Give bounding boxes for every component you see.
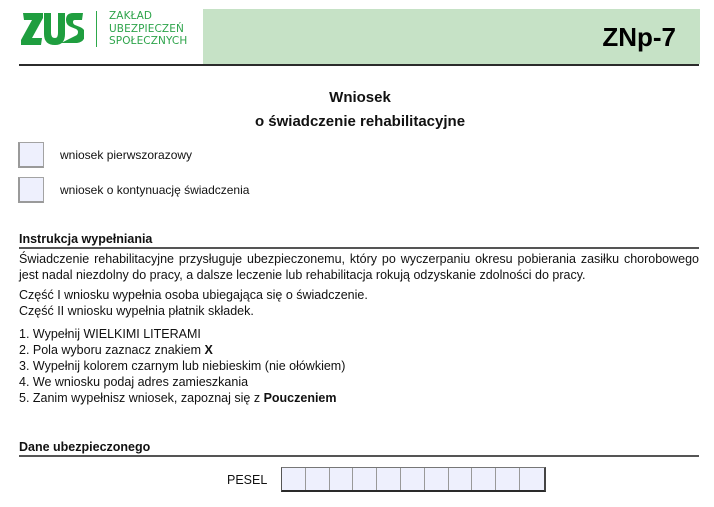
mark-symbol: X bbox=[204, 343, 213, 357]
organization-name bbox=[109, 10, 187, 48]
instructions-paragraph: Część I wniosku wypełnia osoba ubiegająca się o świadczenie. bbox=[19, 288, 368, 302]
pesel-digit-6[interactable] bbox=[401, 468, 425, 490]
pesel-digit-7[interactable] bbox=[425, 468, 449, 490]
pesel-digit-9[interactable] bbox=[472, 468, 496, 490]
form-header bbox=[0, 0, 714, 66]
pesel-digit-3[interactable] bbox=[330, 468, 354, 490]
checkbox-continuation[interactable] bbox=[18, 177, 44, 203]
header-band bbox=[203, 9, 700, 64]
document-title: Wniosek bbox=[329, 89, 391, 106]
header-divider bbox=[19, 64, 699, 66]
pesel-label: PESEL bbox=[227, 473, 268, 487]
pouczenie-reference: Pouczeniem bbox=[263, 391, 337, 405]
list-item: 2. Pola wyboru zaznacz znakiem X bbox=[19, 343, 213, 357]
section-divider bbox=[19, 455, 699, 457]
document-subtitle: o świadczenie rehabilitacyjne bbox=[254, 113, 466, 130]
instructions-heading: Instrukcja wypełniania bbox=[19, 232, 153, 246]
org-name-line-1: ZAKŁAD bbox=[109, 10, 153, 22]
pesel-digit-1[interactable] bbox=[282, 468, 306, 490]
logo-divider bbox=[96, 11, 97, 47]
pesel-digit-4[interactable] bbox=[353, 468, 377, 490]
pesel-digit-5[interactable] bbox=[377, 468, 401, 490]
section-divider bbox=[19, 247, 699, 249]
form-code: ZNp-7 bbox=[602, 22, 676, 52]
list-item: 5. Zanim wypełnisz wniosek, zapoznaj się z Pouczeniem bbox=[19, 391, 337, 405]
option-label: wniosek pierwszorazowy bbox=[60, 147, 193, 162]
pesel-digit-10[interactable] bbox=[496, 468, 520, 490]
pesel-digit-2[interactable] bbox=[306, 468, 330, 490]
list-item: 3. Wypełnij kolorem czarnym lub niebieskim (nie ołówkiem) bbox=[19, 359, 346, 373]
option-label: wniosek o kontynuację świadczenia bbox=[60, 182, 250, 197]
insured-data-heading: Dane ubezpieczonego bbox=[19, 440, 151, 454]
list-item: 1. Wypełnij WIELKIMI LITERAMI bbox=[19, 327, 201, 341]
org-name-line-3: SPOŁECZNYCH bbox=[109, 35, 188, 47]
option-first-application[interactable] bbox=[18, 141, 192, 168]
org-name-line-2: UBEZPIECZEŃ bbox=[109, 22, 184, 35]
checkbox-first-application[interactable] bbox=[18, 142, 44, 168]
list-item: 4. We wniosku podaj adres zamieszkania bbox=[19, 375, 249, 389]
instructions-paragraph: Świadczenie rehabilitacyjne przysługuje ubezpieczonemu, który po wyczerpaniu okresu pobierania zasiłku chorobowego jest nadal niezdolny do pracy, a dalsze leczenie lub rehabilitacja rokują odzyskanie zdolności do pracy. bbox=[19, 252, 699, 282]
instructions-paragraph: Część II wniosku wypełnia płatnik składek. bbox=[19, 304, 254, 318]
pesel-input[interactable] bbox=[281, 467, 546, 492]
instructions-list bbox=[19, 326, 345, 406]
zus-logo-icon bbox=[21, 11, 84, 47]
pesel-digit-11[interactable] bbox=[520, 468, 544, 490]
pesel-digit-8[interactable] bbox=[449, 468, 473, 490]
option-continuation[interactable] bbox=[18, 176, 249, 203]
